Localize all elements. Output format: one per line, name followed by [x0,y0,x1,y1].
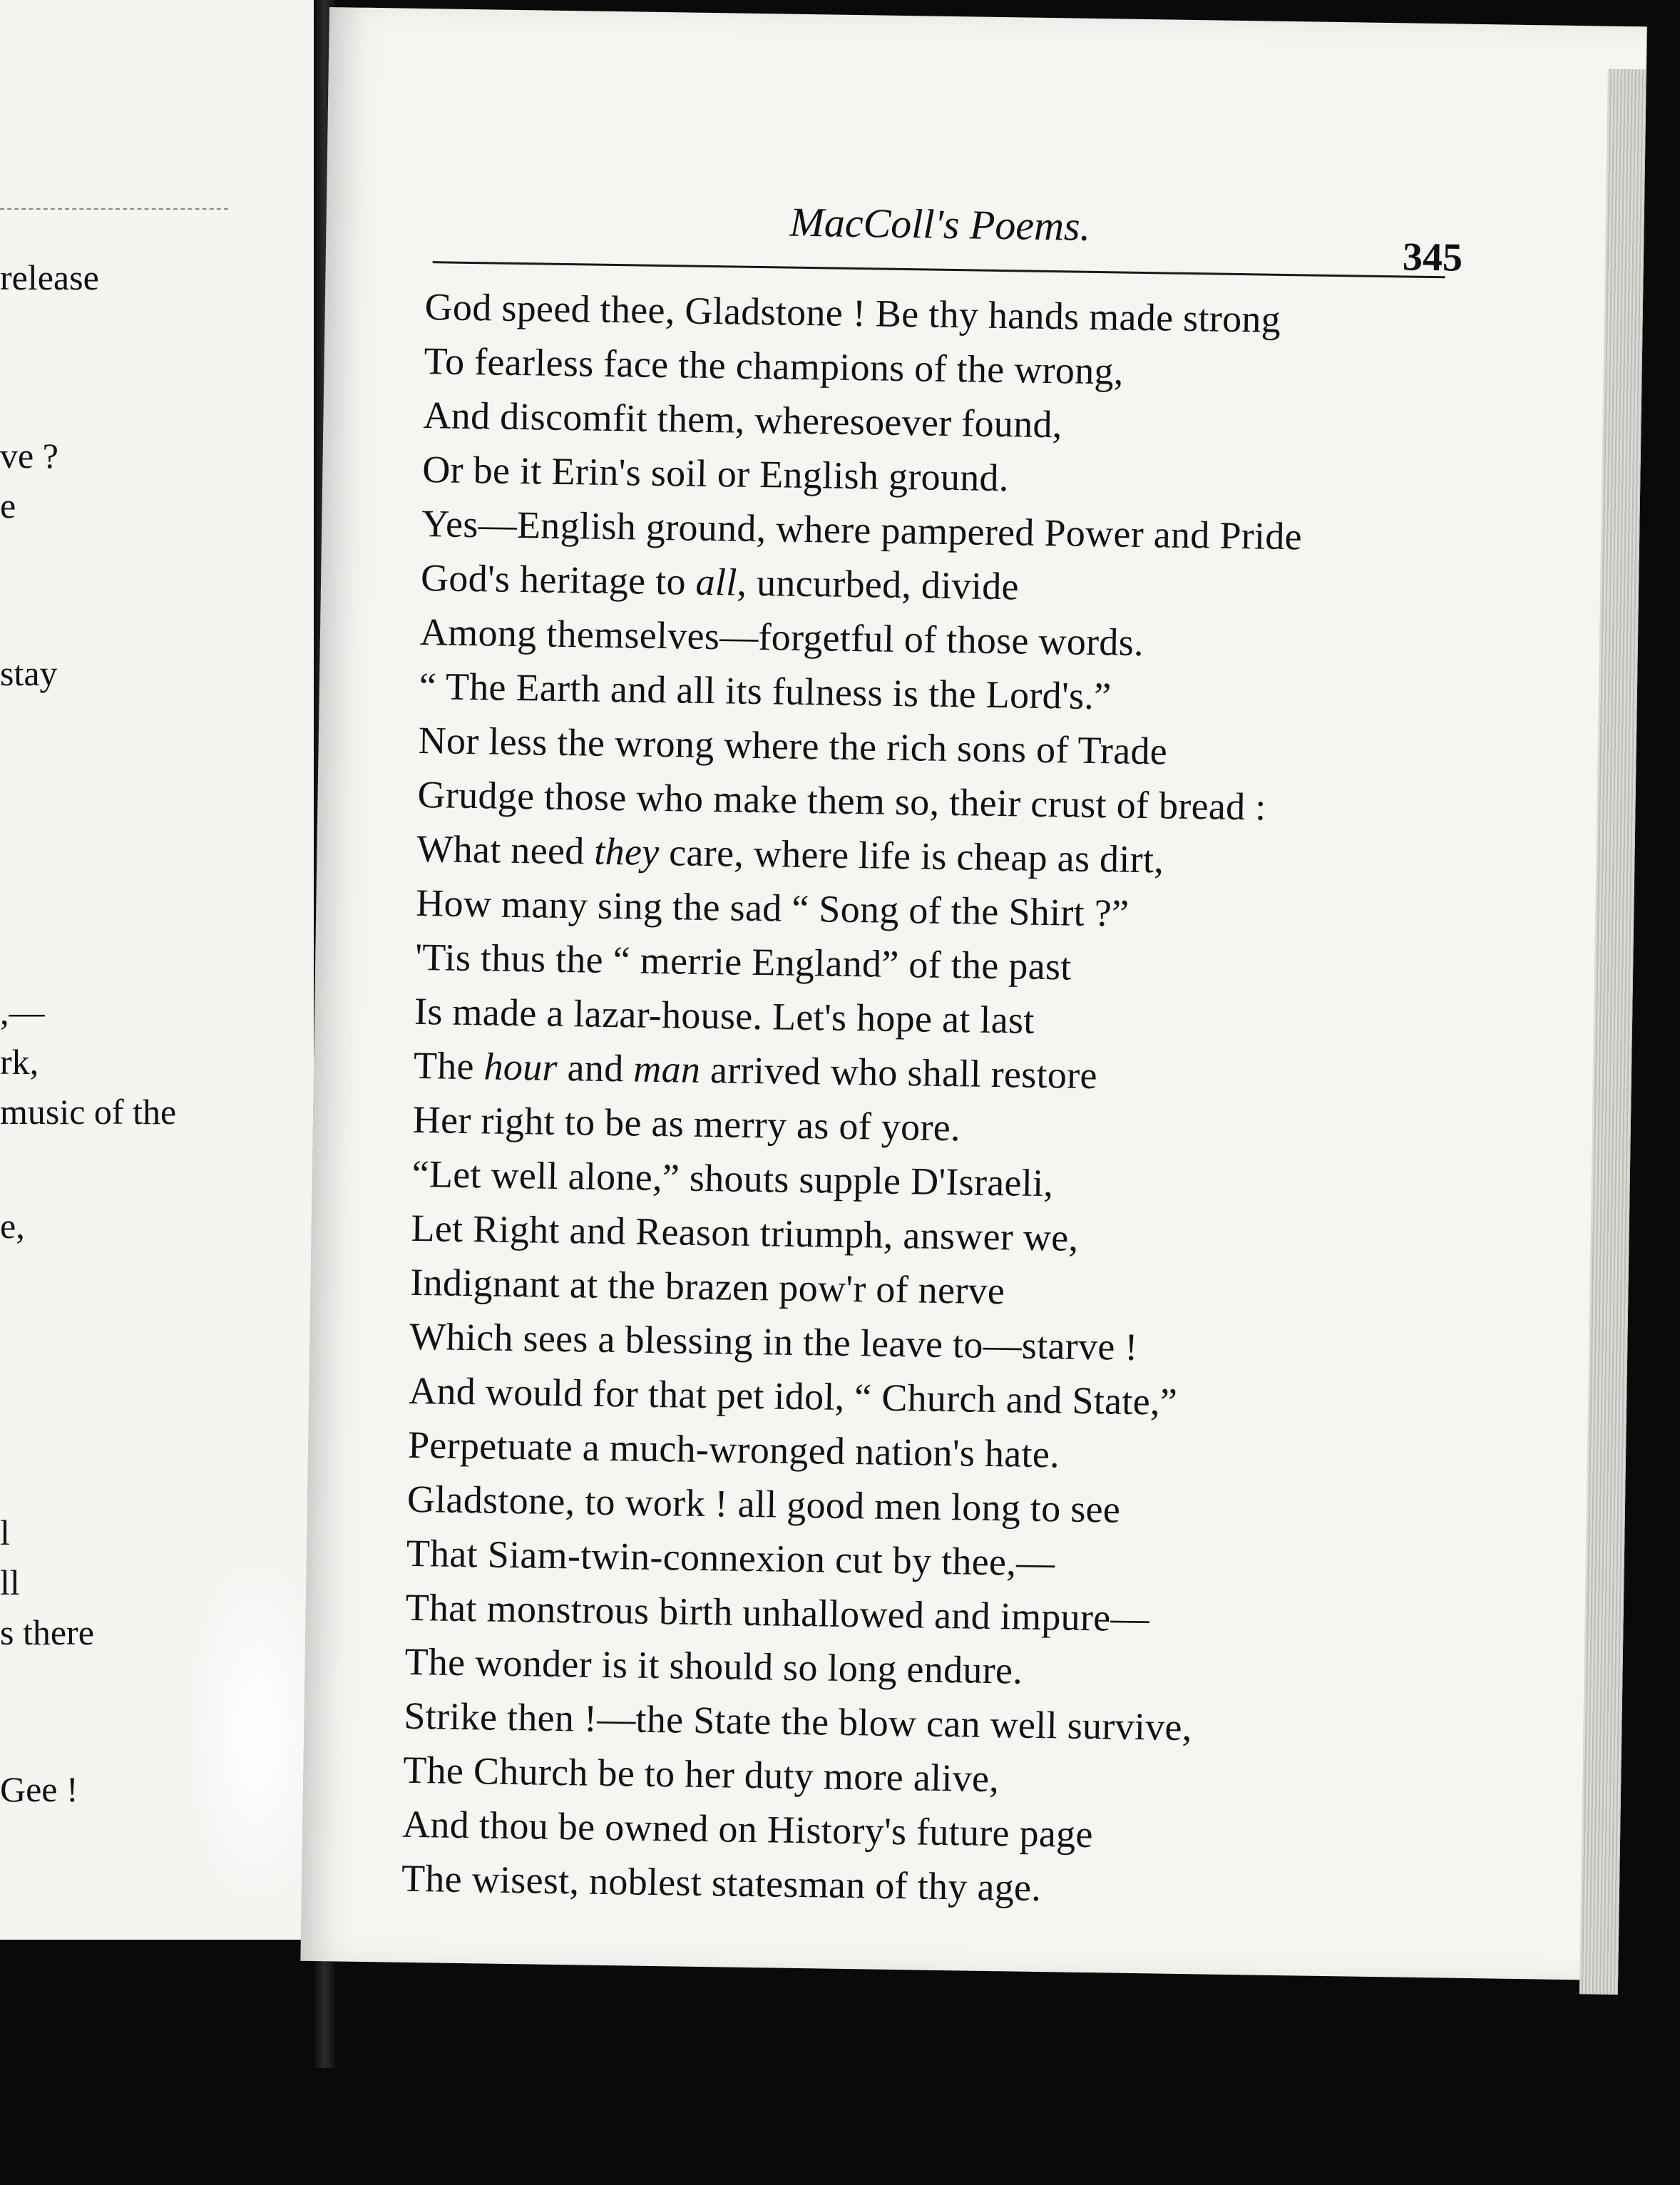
header-rule [433,261,1445,278]
line-text: Which sees a blessing in the leave to—starve ! [409,1314,1139,1369]
facing-text-fragment: e [0,486,16,526]
facing-page [0,0,318,1940]
line-text: , uncurbed, divide [737,561,1020,608]
facing-text-fragment: release [0,257,99,297]
line-text: The wisest, noblest statesman of thy age. [401,1856,1042,1910]
italic-word: all [695,560,737,604]
line-text: Indignant at the brazen pow'r of nerve [410,1260,1005,1313]
line-text: That monstrous birth unhallowed and impure— [405,1585,1150,1640]
line-text: Her right to be as merry as of yore. [412,1097,961,1150]
main-page [300,7,1646,1980]
facing-text-fragment: rk, [0,1042,39,1082]
poem-body [401,280,1538,1922]
facing-text-fragment: ll [0,1562,20,1602]
facing-text-fragment: e, [0,1206,25,1246]
line-text: God's heritage to [420,556,697,603]
line-text: Is made a lazar-house. Let's hope at last [414,989,1035,1042]
facing-text-fragment: music of the [0,1092,177,1132]
facing-page-rule [0,208,228,210]
line-text: “ The Earth and all its fulness is the Lord's.” [419,664,1112,718]
line-text: And would for that pet idol, “ Church and State,” [408,1368,1178,1423]
line-text: What need [416,827,595,873]
running-head: MacColl's Poems. [789,198,1091,250]
page-number: 345 [1402,235,1463,280]
line-text: And thou be owned on History's future page [401,1802,1094,1856]
line-text: The wonder is it should so long endure. [404,1639,1023,1692]
line-text: The [413,1043,485,1088]
facing-text-fragment: stay [0,653,58,693]
line-text: That Siam-twin-connexion cut by thee,— [406,1531,1055,1585]
line-text: How many sing the sad “ Song of the Shirt ?” [415,881,1130,935]
line-text: Nor less the wrong where the rich sons of Trade [418,718,1168,773]
facing-text-fragment: s there [0,1612,94,1652]
line-text: Let Right and Reason triumph, answer we, [411,1206,1079,1259]
line-text: The Church be to her duty more alive, [402,1748,1000,1801]
facing-text-fragment: ,— [0,992,45,1032]
page-edges [1579,69,1646,1995]
italic-word: hour [483,1045,558,1089]
line-text: Yes—English ground, where pampered Power and Pride [421,502,1303,558]
line-text: 'Tis thus the “ merrie England” of the past [414,935,1072,988]
facing-text-fragment: l [0,1513,10,1552]
line-text: care, where life is cheap as dirt, [659,830,1164,881]
line-text: Or be it Erin's soil or English ground. [421,448,1010,500]
line-text: “Let well alone,” shouts supple D'Israeli, [411,1152,1054,1205]
line-text: and [557,1045,634,1090]
line-text: God speed thee, Gladstone ! Be thy hands made strong [424,285,1281,341]
line-text: Strike then !—the State the blow can well survive, [404,1694,1193,1749]
line-text: Perpetuate a much-wronged nation's hate. [407,1423,1060,1476]
line-text: arrived who shall restore [700,1048,1098,1097]
line-text: And discomfit them, wheresoever found, [423,394,1063,446]
line-text: To fearless face the champions of the wrong, [424,339,1125,393]
facing-text-fragment: ve ? [0,436,58,476]
line-text: Grudge those who make them so, their crust of bread : [417,772,1267,829]
line-text: Among themselves—forgetful of those words. [419,610,1144,665]
facing-text-fragment: Gee ! [0,1769,78,1809]
italic-word: they [593,829,660,874]
line-text: Gladstone, to work ! all good men long to see [406,1477,1121,1531]
italic-word: man [632,1047,701,1091]
